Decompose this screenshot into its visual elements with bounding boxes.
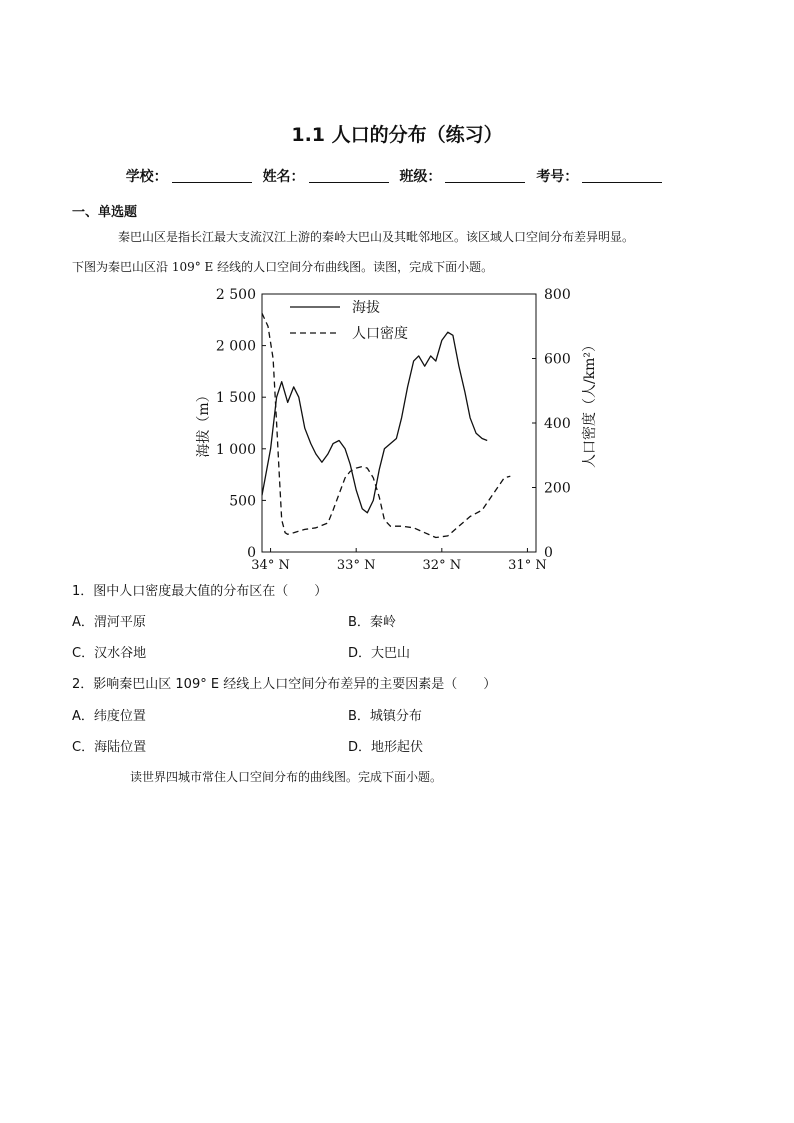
question-2-stem: 2．影响秦巴山区 109° E 经线上人口空间分布差异的主要因素是（ ）: [72, 677, 497, 692]
intro-line-2: 下图为秦巴山区沿 109° E 经线的人口空间分布曲线图。读图，完成下面小题。: [72, 260, 494, 274]
x-tick-label: 32° N: [422, 558, 462, 573]
class-label: 班级：: [399, 169, 442, 185]
x-tick-label: 33° N: [336, 558, 376, 573]
exam-no-label: 考号：: [536, 169, 579, 185]
chart-svg: [190, 282, 598, 574]
left-tick-label: 2 500: [215, 287, 256, 303]
q1-option-b[interactable]: B．秦岭: [348, 615, 396, 630]
school-blank[interactable]: [172, 168, 252, 183]
school-label: 学校：: [125, 169, 168, 185]
right-tick-label: 0: [544, 545, 553, 561]
class-blank[interactable]: [445, 168, 525, 183]
name-label: 姓名：: [262, 169, 305, 185]
legend-elevation-label: 海拔: [352, 300, 380, 316]
population-chart: [190, 282, 598, 574]
left-tick-label: 0: [247, 545, 256, 561]
left-tick-label: 1 000: [215, 441, 256, 458]
exam-no-blank[interactable]: [582, 168, 662, 183]
right-tick-label: 800: [544, 287, 571, 303]
elevation-series-line: [262, 332, 487, 513]
q1-option-a[interactable]: A．渭河平原: [72, 615, 146, 630]
right-tick-label: 200: [544, 480, 571, 497]
intro-line-1: 秦巴山区是指长江最大支流汉江上游的秦岭大巴山及其毗邻地区。该区域人口空间分布差异明显。: [118, 230, 635, 244]
name-blank[interactable]: [309, 168, 389, 183]
right-tick-label: 600: [544, 351, 571, 368]
left-tick-label: 1 500: [215, 390, 256, 407]
x-tick-label: 34° N: [251, 558, 290, 573]
student-info-line: [0, 166, 794, 186]
page-title: 1.1 人口的分布（练习）: [291, 124, 503, 146]
q1-option-c[interactable]: C．汉水谷地: [72, 646, 147, 661]
right-axis-title: 人口密度（人/km²）: [582, 337, 598, 469]
question-1-stem: 1．图中人口密度最大值的分布区在（ ）: [72, 584, 328, 599]
section-heading: 一、单选题: [72, 205, 138, 220]
legend-density-label: 人口密度: [352, 326, 408, 342]
q2-option-c[interactable]: C．海陆位置: [72, 740, 147, 755]
left-tick-label: 2 000: [215, 338, 256, 355]
outro-text: 读世界四城市常住人口空间分布的曲线图。完成下面小题。: [130, 770, 443, 784]
left-tick-label: 500: [229, 493, 256, 510]
right-tick-label: 400: [544, 416, 571, 432]
left-axis-title: 海拔（m）: [196, 388, 212, 458]
x-tick-label: 31° N: [508, 558, 547, 573]
q2-option-b[interactable]: B．城镇分布: [348, 709, 422, 724]
q1-option-d[interactable]: D．大巴山: [348, 646, 411, 661]
q2-option-d[interactable]: D．地形起伏: [348, 740, 424, 755]
q2-option-a[interactable]: A．纬度位置: [72, 709, 146, 724]
